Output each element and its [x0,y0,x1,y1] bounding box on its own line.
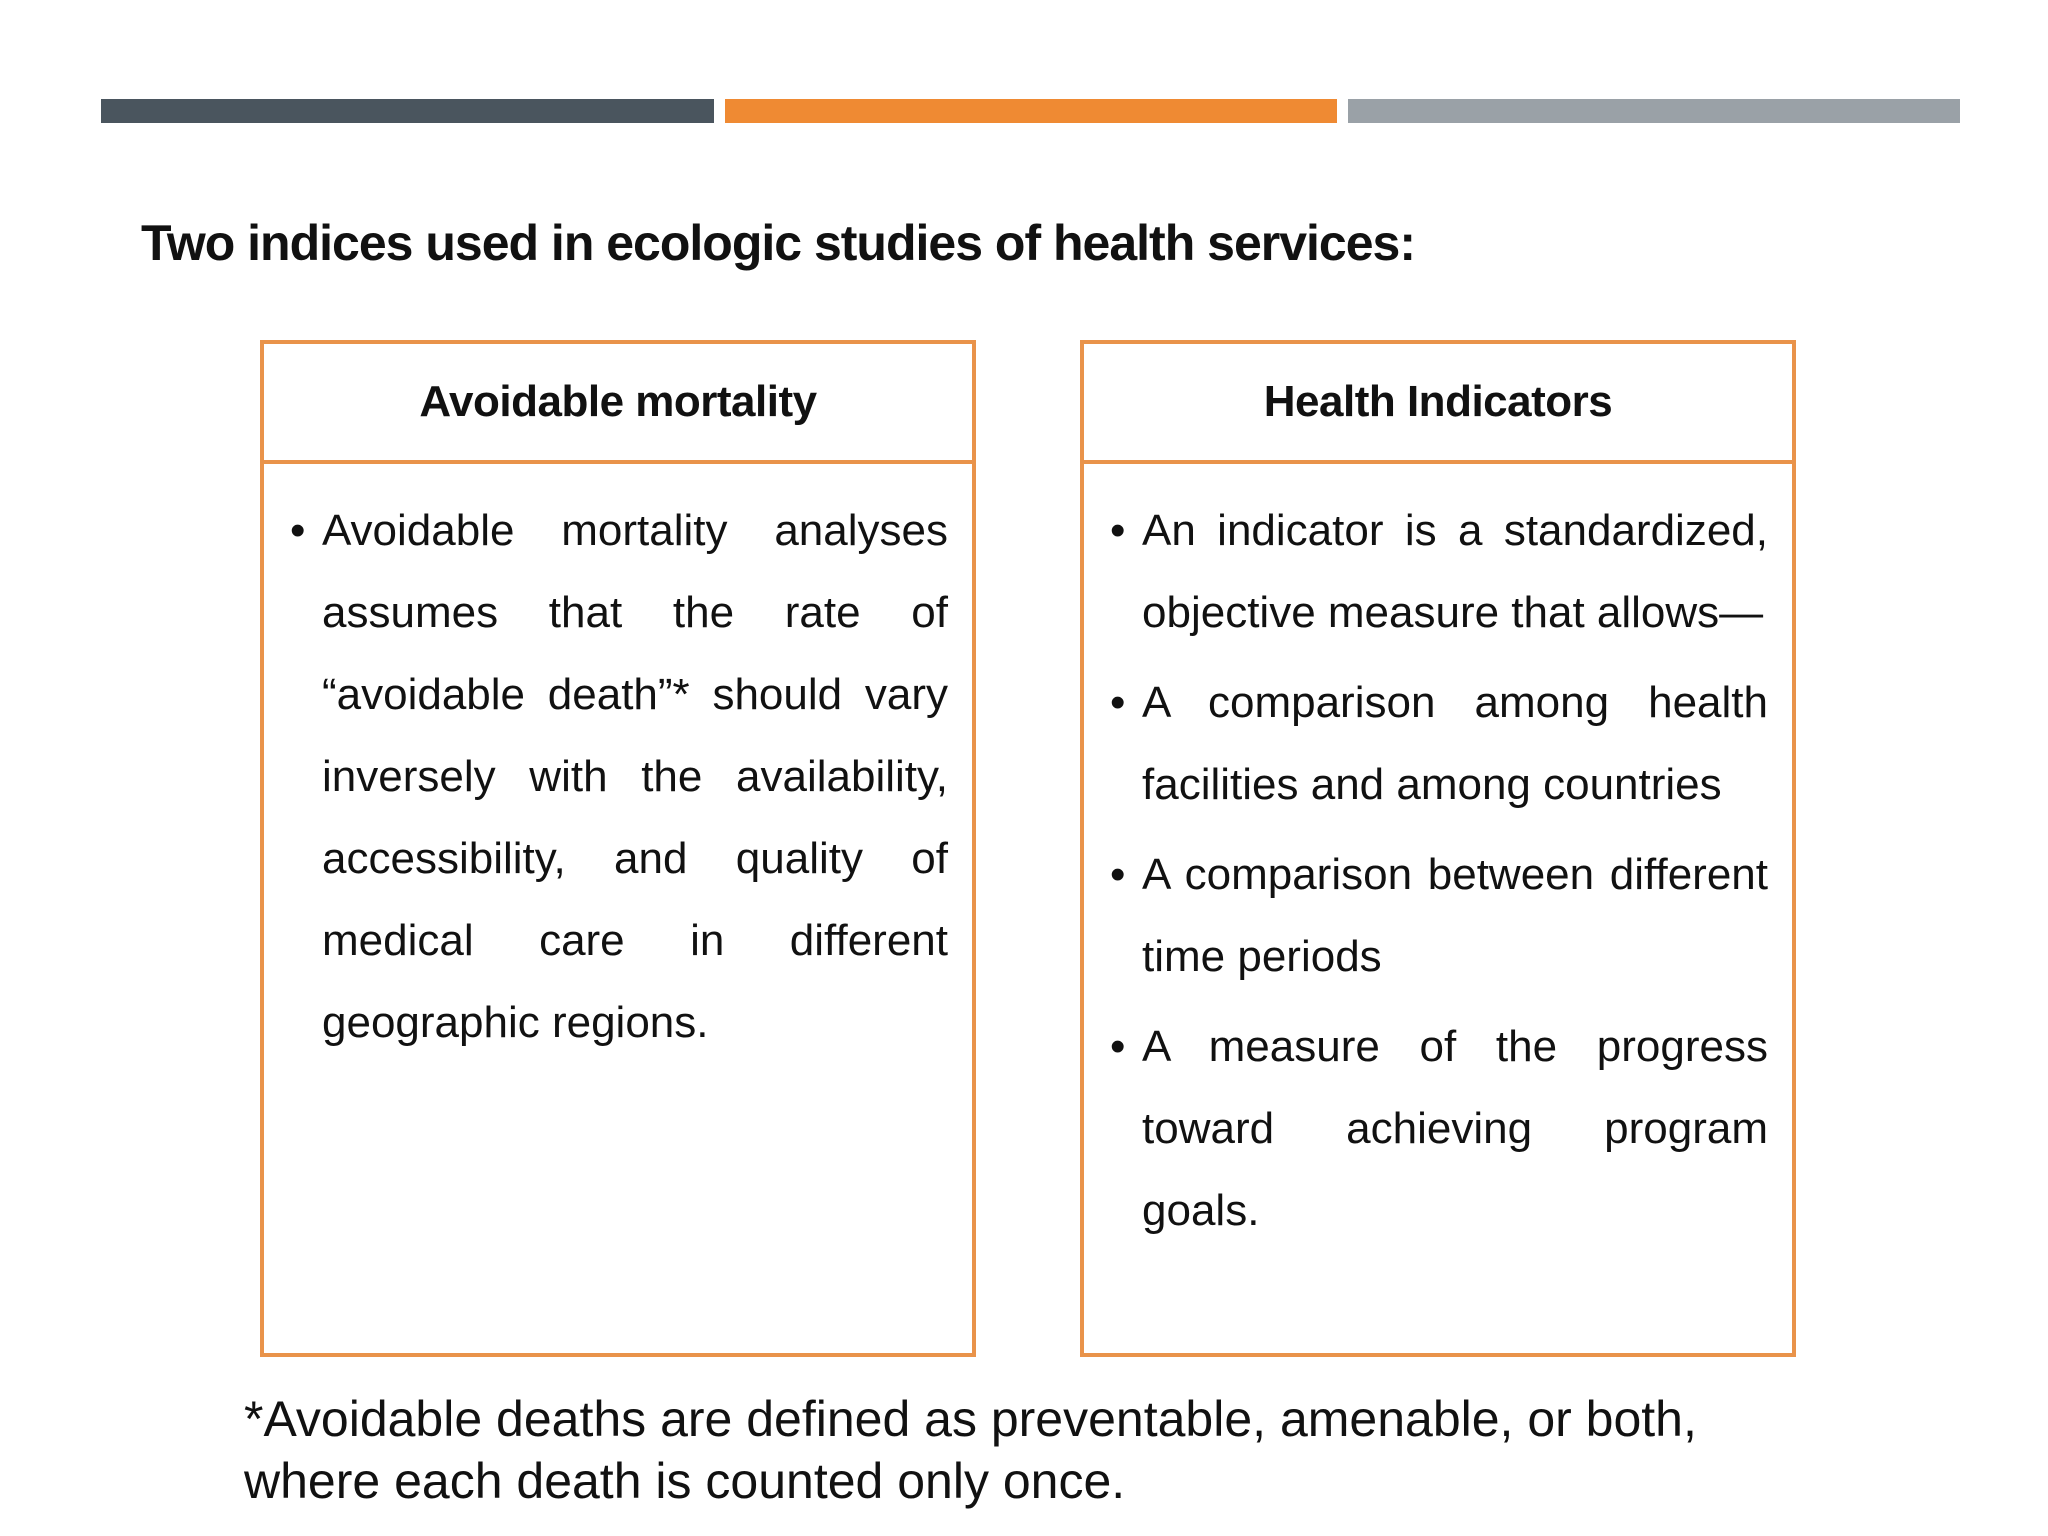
health-indicators-box [1080,340,1796,1357]
avoidable-mortality-box [260,340,976,1357]
list-item [1102,662,1768,826]
bullet-icon: • [290,506,306,555]
box-body-avoidable-mortality [264,464,972,1064]
bullet-icon: • [1110,850,1126,899]
accent-bar-dark [101,99,714,123]
list-item [1102,490,1768,654]
accent-bar-gray [1348,99,1960,123]
bullet-icon: • [1110,1022,1126,1071]
bullet-icon: • [1110,506,1126,555]
bullet-icon: • [1110,678,1126,727]
footnote: *Avoidable deaths are defined as preventable, amenable, or both, where each death is counted only once. [244,1391,1697,1509]
bullet-text: A measure of the progress toward achieving program goals. [1142,1022,1768,1235]
bullet-text: A comparison between different time periods [1142,850,1768,981]
slide-title: Two indices used in ecologic studies of health services: [141,215,1415,271]
list-item [1102,1006,1768,1252]
box-header-avoidable-mortality: Avoidable mortality [264,344,972,464]
bullet-text: Avoidable mortality analyses assumes that the rate of “avoidable death”* should vary inversely with the availability, accessibility, and quality of medical care in different geographic regions. [322,506,948,1047]
list-item [1102,834,1768,998]
bullet-text: An indicator is a standardized, objective measure that allows— [1142,506,1768,637]
list-item [282,490,948,1064]
accent-bar-orange [725,99,1337,123]
box-body-health-indicators [1084,464,1792,1252]
bullet-text: A comparison among health facilities and among countries [1142,678,1768,809]
box-header-health-indicators: Health Indicators [1084,344,1792,464]
